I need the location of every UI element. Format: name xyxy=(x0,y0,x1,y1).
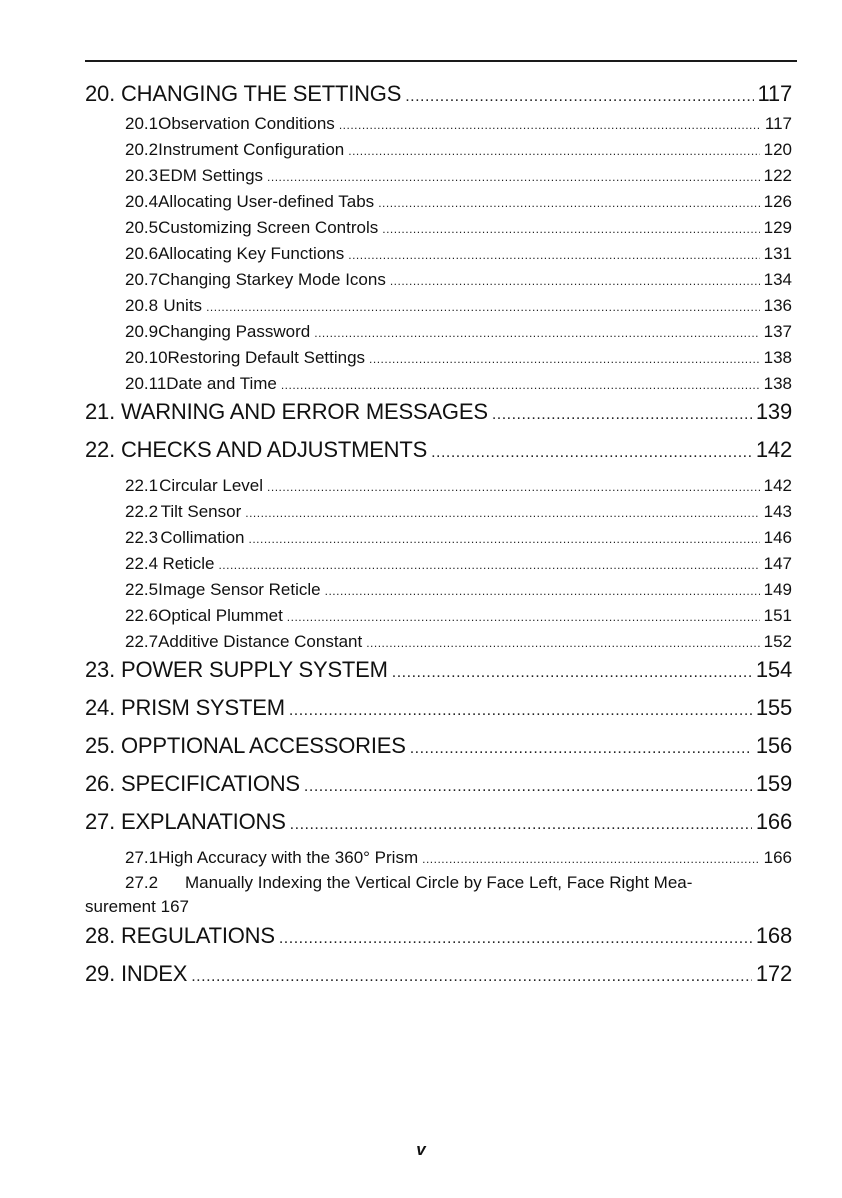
dot-leader xyxy=(369,346,760,372)
chapter-number: 22. xyxy=(85,437,115,462)
dot-leader xyxy=(304,772,752,802)
toc-section-entry[interactable] xyxy=(85,215,792,241)
dot-leader xyxy=(390,268,760,294)
page-number-ref: 142 xyxy=(763,476,792,495)
dot-leader xyxy=(281,372,760,398)
page-number-ref: 117 xyxy=(757,81,792,106)
section-title: Circular Level xyxy=(159,476,264,495)
section-title: Date and Time xyxy=(166,374,277,393)
section-title: Allocating User-defined Tabs xyxy=(158,192,375,211)
section-title: Additive Distance Constant xyxy=(158,632,363,651)
section-title: Collimation xyxy=(160,528,245,547)
toc-chapter-entry[interactable] xyxy=(85,397,792,435)
toc-section-entry[interactable] xyxy=(85,293,792,319)
page-number-ref: 152 xyxy=(763,632,792,651)
header-rule xyxy=(85,60,797,62)
chapter-title: INDEX xyxy=(120,961,188,986)
section-title: High Accuracy with the 360° Prism xyxy=(158,848,419,867)
toc-chapter-entry[interactable] xyxy=(85,959,792,997)
section-title-line2: surement xyxy=(85,897,156,916)
section-number: 20.2 xyxy=(125,140,159,159)
toc-section-entry[interactable] xyxy=(85,629,792,655)
section-number: 20.11 xyxy=(125,374,167,393)
page-number-ref: 154 xyxy=(755,657,792,682)
toc-section-entry[interactable] xyxy=(85,603,792,629)
toc-section-entry[interactable] xyxy=(85,111,792,137)
page-number-ref: 168 xyxy=(755,923,792,948)
chapter-title: CHECKS AND ADJUSTMENTS xyxy=(120,437,428,462)
dot-leader xyxy=(492,400,752,430)
page-number-ref: 147 xyxy=(763,554,792,573)
page-number-ref: 146 xyxy=(763,528,792,547)
page-number-ref: 142 xyxy=(755,437,792,462)
toc-section-entry[interactable] xyxy=(85,577,792,603)
section-title: Changing Password xyxy=(158,322,311,341)
toc-chapter-entry[interactable] xyxy=(85,769,792,807)
chapter-number: 27. xyxy=(85,809,115,834)
toc-chapter-entry[interactable] xyxy=(85,731,792,769)
section-title: Restoring Default Settings xyxy=(167,348,366,367)
section-number: 20.3 xyxy=(125,166,159,185)
section-title: Units xyxy=(163,296,203,315)
section-title: Tilt Sensor xyxy=(160,502,242,521)
dot-leader xyxy=(392,658,752,688)
page-number-ref: 138 xyxy=(763,374,792,393)
section-number: 22.6 xyxy=(125,606,159,625)
page-number-ref: 134 xyxy=(763,270,792,289)
toc-section-entry[interactable] xyxy=(85,551,792,577)
toc-chapter-entry[interactable] xyxy=(85,921,792,959)
page-number-ref: 138 xyxy=(763,348,792,367)
chapter-title: EXPLANATIONS xyxy=(120,809,286,834)
chapter-number: 20. xyxy=(85,81,115,106)
chapter-title: OPPTIONAL ACCESSORIES xyxy=(120,733,406,758)
section-number: 20.6 xyxy=(125,244,159,263)
page-number: v xyxy=(416,1140,426,1159)
dot-leader xyxy=(218,552,759,578)
dot-leader xyxy=(206,294,760,320)
dot-leader xyxy=(290,810,752,840)
toc-section-entry[interactable] xyxy=(85,319,792,345)
page-number-ref: 156 xyxy=(755,733,792,758)
page-number-ref: 172 xyxy=(755,961,792,986)
dot-leader xyxy=(422,846,760,872)
section-title: Customizing Screen Controls xyxy=(158,218,379,237)
dot-leader xyxy=(287,604,760,630)
toc-section-entry[interactable] xyxy=(85,499,792,525)
dot-leader xyxy=(325,578,760,604)
chapter-number: 25. xyxy=(85,733,115,758)
section-title: Reticle xyxy=(162,554,215,573)
toc-section-entry[interactable] xyxy=(85,871,792,921)
table-of-contents xyxy=(85,79,792,997)
toc-chapter-entry[interactable] xyxy=(85,693,792,731)
chapter-title: POWER SUPPLY SYSTEM xyxy=(120,657,388,682)
toc-chapter-entry[interactable] xyxy=(85,79,792,111)
dot-leader xyxy=(431,438,752,468)
page-number-ref: 166 xyxy=(763,848,792,867)
dot-leader xyxy=(378,190,759,216)
section-title: Changing Starkey Mode Icons xyxy=(158,270,386,289)
chapter-number: 21. xyxy=(85,399,115,424)
section-number: 27.2 xyxy=(125,873,159,892)
dot-leader xyxy=(405,82,753,112)
page-number-ref: 126 xyxy=(763,192,792,211)
chapter-number: 23. xyxy=(85,657,115,682)
section-number: 27.1 xyxy=(125,848,159,867)
dot-leader xyxy=(314,320,759,346)
page-number-ref: 139 xyxy=(755,399,792,424)
page-number-ref: 159 xyxy=(755,771,792,796)
toc-section-entry[interactable] xyxy=(85,473,792,499)
section-title: Optical Plummet xyxy=(158,606,283,625)
dot-leader xyxy=(382,216,759,242)
section-number: 22.1 xyxy=(125,476,159,495)
section-number: 22.4 xyxy=(125,554,159,573)
section-title: Observation Conditions xyxy=(158,114,335,133)
toc-chapter-entry[interactable] xyxy=(85,655,792,693)
section-title: Image Sensor Reticle xyxy=(158,580,321,599)
page-number-ref: 166 xyxy=(755,809,792,834)
toc-section-entry[interactable] xyxy=(85,525,792,551)
page-number-ref: 155 xyxy=(755,695,792,720)
section-title-line1: Manually Indexing the Vertical Circle by Face Left, Face Right Mea- xyxy=(185,873,693,892)
section-title: Instrument Configuration xyxy=(158,140,345,159)
dot-leader xyxy=(267,474,760,500)
toc-section-entry[interactable] xyxy=(85,189,792,215)
toc-section-entry[interactable] xyxy=(85,163,792,189)
chapter-title: CHANGING THE SETTINGS xyxy=(120,81,402,106)
dot-leader xyxy=(279,924,752,954)
page-number-ref: 149 xyxy=(763,580,792,599)
dot-leader xyxy=(339,112,761,138)
dot-leader xyxy=(366,630,759,656)
toc-section-entry[interactable] xyxy=(85,371,792,397)
section-number: 20.8 xyxy=(125,296,159,315)
page-number-ref: 117 xyxy=(764,114,792,133)
dot-leader xyxy=(248,526,759,552)
section-number: 22.2 xyxy=(125,502,159,521)
toc-chapter-entry[interactable] xyxy=(85,807,792,845)
dot-leader xyxy=(348,138,759,164)
toc-section-entry[interactable] xyxy=(85,267,792,293)
section-title: Allocating Key Functions xyxy=(158,244,345,263)
page-number-ref: 137 xyxy=(763,322,792,341)
section-number: 22.3 xyxy=(125,528,159,547)
section-number: 22.5 xyxy=(125,580,159,599)
chapter-title: REGULATIONS xyxy=(120,923,275,948)
toc-section-entry[interactable] xyxy=(85,241,792,267)
chapter-number: 29. xyxy=(85,961,115,986)
section-number: 20.5 xyxy=(125,218,159,237)
dot-leader xyxy=(289,696,752,726)
toc-section-entry[interactable] xyxy=(85,845,792,871)
section-number: 20.4 xyxy=(125,192,159,211)
section-title: EDM Settings xyxy=(159,166,264,185)
page-number-ref: 143 xyxy=(763,502,792,521)
dot-leader xyxy=(245,500,759,526)
section-number: 20.1 xyxy=(125,114,159,133)
toc-chapter-entry[interactable] xyxy=(85,435,792,473)
page-number-ref: 120 xyxy=(763,140,792,159)
chapter-title: PRISM SYSTEM xyxy=(120,695,285,720)
section-number: 20.7 xyxy=(125,270,159,289)
dot-leader xyxy=(410,734,752,764)
dot-leader xyxy=(191,962,752,992)
toc-section-entry[interactable] xyxy=(85,345,792,371)
toc-section-entry[interactable] xyxy=(85,137,792,163)
section-number: 20.9 xyxy=(125,322,159,341)
dot-leader xyxy=(267,164,760,190)
chapter-number: 28. xyxy=(85,923,115,948)
section-number: 22.7 xyxy=(125,632,159,651)
dot-leader xyxy=(348,242,759,268)
chapter-title: WARNING AND ERROR MESSAGES xyxy=(120,399,488,424)
chapter-number: 26. xyxy=(85,771,115,796)
chapter-number: 24. xyxy=(85,695,115,720)
page-number-ref: 151 xyxy=(763,606,792,625)
page-number-ref: 122 xyxy=(763,166,792,185)
page-number-ref: 131 xyxy=(763,244,792,263)
chapter-title: SPECIFICATIONS xyxy=(120,771,300,796)
page-number-ref: 167 xyxy=(160,897,189,916)
section-number: 20.10 xyxy=(125,348,168,367)
page-number-ref: 129 xyxy=(763,218,792,237)
page-number-ref: 136 xyxy=(763,296,792,315)
